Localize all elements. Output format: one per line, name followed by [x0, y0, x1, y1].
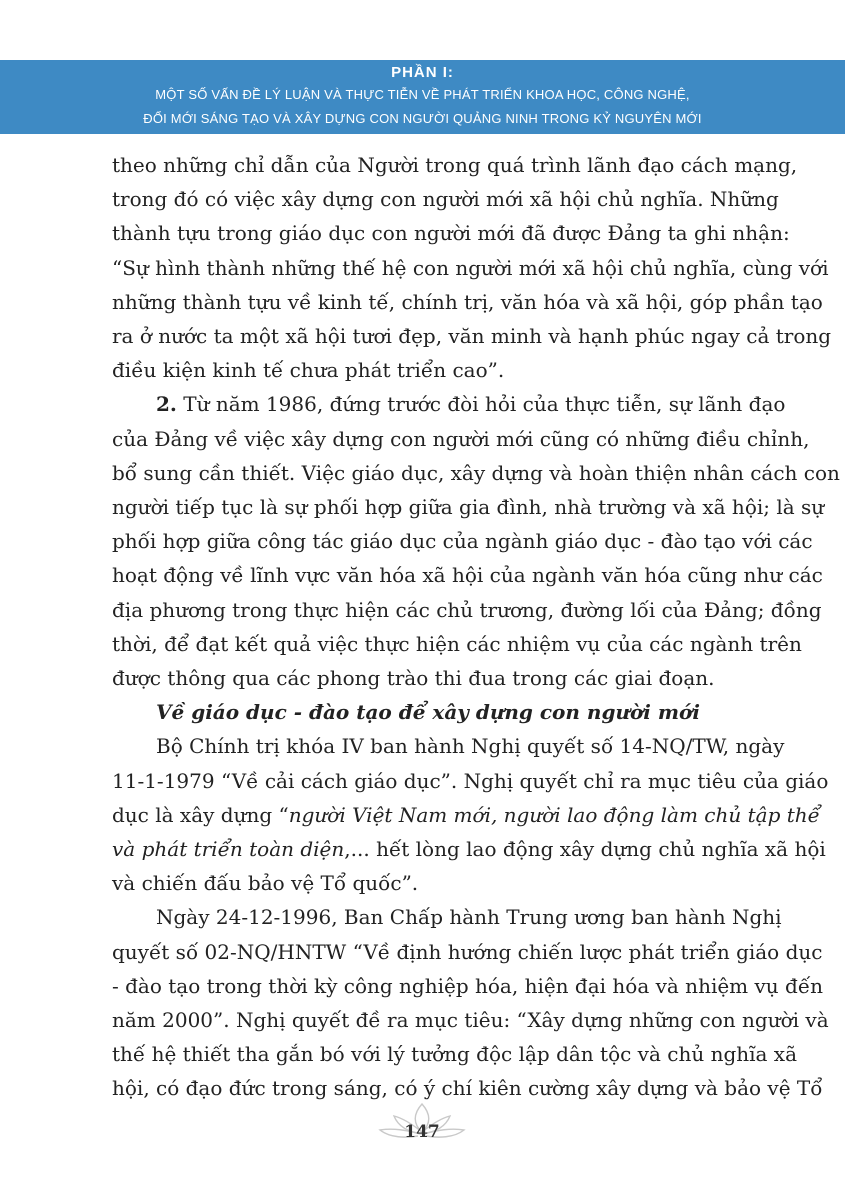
text-line: điều kiện kinh tế chưa phát triển cao”.	[112, 358, 505, 383]
text-line: năm 2000”. Nghị quyết đề ra mục tiêu: “Xây dựng những con người và	[112, 1008, 829, 1033]
text-run: ,... hết lòng lao động xây dựng chủ nghĩa xã hội	[344, 837, 826, 862]
text-run: Từ năm 1986, đứng trước đòi hỏi của thực tiễn, sự lãnh đạo	[176, 392, 786, 417]
text-run: dục là xây dựng “	[112, 802, 289, 827]
text-line: và chiến đấu bảo vệ Tổ quốc”.	[112, 871, 419, 896]
page-number: 147	[404, 1122, 440, 1142]
text-line: của Đảng về việc xây dựng con người mới cũng có những điều chỉnh,	[112, 426, 810, 451]
chapter-header	[0, 60, 845, 134]
text-line: thế hệ thiết tha gắn bó với lý tưởng độc lập dân tộc và chủ nghĩa xã	[112, 1042, 798, 1067]
text-line: người tiếp tục là sự phối hợp giữa gia đình, nhà trường và xã hội; là sự	[112, 495, 825, 520]
text-line: được thông qua các phong trào thi đua trong các giai đoạn.	[112, 666, 715, 691]
text-line: hội, có đạo đức trong sáng, có ý chí kiên cường xây dựng và bảo vệ Tổ	[112, 1076, 823, 1101]
part-title: PHẦN I:	[391, 64, 454, 81]
text-line: thời, để đạt kết quả việc thực hiện các nhiệm vụ của các ngành trên	[112, 631, 802, 656]
text-line: phối hợp giữa công tác giáo dục của ngành giáo dục - đào tạo với các	[112, 529, 813, 554]
part-subtitle-line-1: MỘT SỐ VẤN ĐỀ LÝ LUẬN VÀ THỰC TIỄN VỀ PHÁT TRIỂN KHOA HỌC, CÔNG NGHỆ,	[155, 87, 690, 102]
text-line: thành tựu trong giáo dục con người mới đã được Đảng ta ghi nhận:	[112, 221, 790, 246]
text-line: hoạt động về lĩnh vực văn hóa xã hội của ngành văn hóa cũng như các	[112, 563, 823, 588]
text-line: theo những chỉ dẫn của Người trong quá trình lãnh đạo cách mạng,	[112, 153, 798, 177]
text-line: Bộ Chính trị khóa IV ban hành Nghị quyết số 14-NQ/TW, ngày	[156, 734, 785, 759]
text-line: bổ sung cần thiết. Việc giáo dục, xây dựng và hoàn thiện nhân cách con	[112, 460, 840, 485]
section-heading: Về giáo dục - đào tạo để xây dựng con người mới	[156, 700, 700, 725]
item-number: 2.	[156, 392, 177, 417]
text-line	[112, 798, 820, 832]
paragraph-2-first-line	[112, 387, 786, 421]
text-line: trong đó có việc xây dựng con người mới xã hội chủ nghĩa. Những	[112, 187, 779, 212]
text-line: ra ở nước ta một xã hội tươi đẹp, văn minh và hạnh phúc ngay cả trong	[112, 324, 832, 349]
text-line: quyết số 02-NQ/HNTW “Về định hướng chiến lược phát triển giáo dục	[112, 939, 823, 964]
part-subtitle-line-2: ĐỔI MỚI SÁNG TẠO VÀ XÂY DỰNG CON NGƯỜI QUẢNG NINH TRONG KỶ NGUYÊN MỚI	[143, 111, 702, 126]
page-footer	[372, 1100, 472, 1160]
quote-italic: người Việt Nam mới, người lao động làm chủ tập thể	[288, 802, 820, 827]
text-line	[112, 832, 826, 866]
text-line: 11-1-1979 “Về cải cách giáo dục”. Nghị quyết chỉ ra mục tiêu của giáo	[112, 768, 829, 793]
text-line: những thành tựu về kinh tế, chính trị, văn hóa và xã hội, góp phần tạo	[112, 289, 823, 314]
text-line: “Sự hình thành những thế hệ con người mới xã hội chủ nghĩa, cùng với	[112, 255, 829, 280]
quote-italic: và phát triển toàn diện	[112, 837, 345, 862]
text-line: địa phương trong thực hiện các chủ trương, đường lối của Đảng; đồng	[112, 597, 822, 622]
text-line: Ngày 24-12-1996, Ban Chấp hành Trung ương ban hành Nghị	[156, 905, 782, 930]
text-line: - đào tạo trong thời kỳ công nghiệp hóa, hiện đại hóa và nhiệm vụ đến	[112, 973, 824, 998]
page-body	[112, 148, 840, 1106]
